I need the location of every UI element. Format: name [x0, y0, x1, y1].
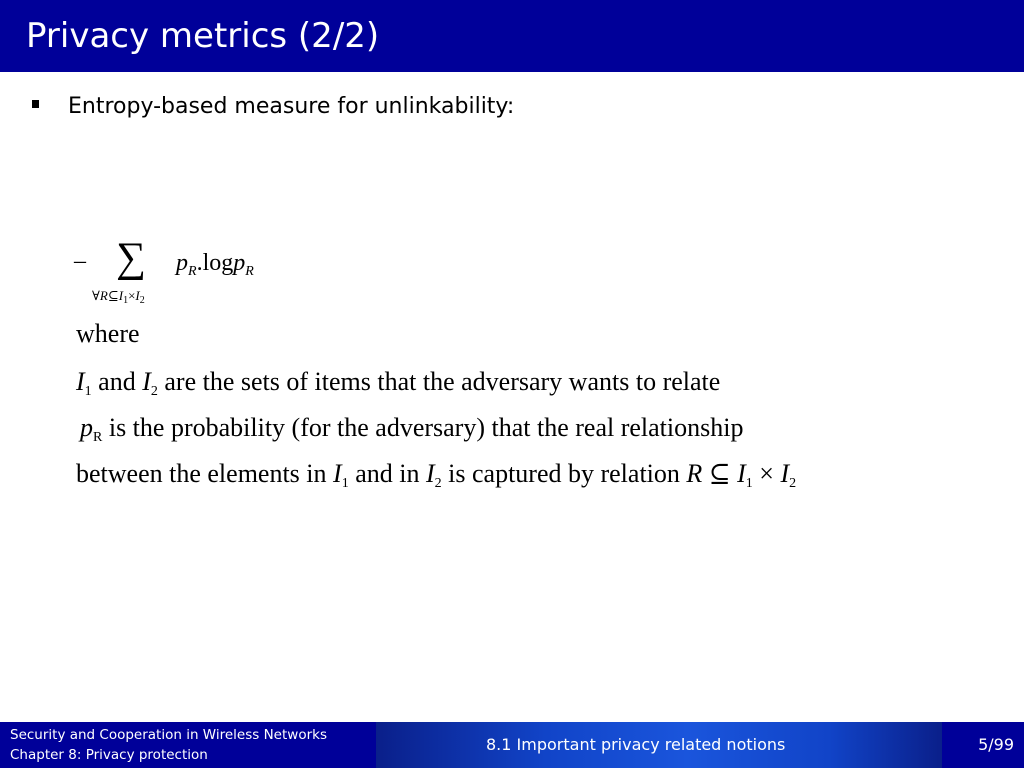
formula-p2-sub: R: [245, 264, 254, 279]
sub-I2: I: [135, 288, 140, 303]
definition-I-line: [76, 366, 720, 408]
times-symbol: ×: [128, 288, 136, 303]
footer-chapter: Chapter 8: Privacy protection: [10, 747, 208, 763]
relation-I1-var: I: [737, 459, 746, 488]
sub-I1: I: [118, 288, 124, 303]
footer-page-box: [942, 722, 1024, 768]
sub-R: R: [99, 288, 108, 303]
slide-title: Privacy metrics (2/2): [26, 16, 380, 56]
subseteq-symbol: ⊆: [107, 288, 119, 303]
p-index: R: [93, 430, 103, 445]
bullet-text: Entropy-based measure for unlinkability:: [68, 94, 515, 119]
formula-p1-sub: R: [188, 264, 197, 279]
forall-symbol: ∀: [92, 288, 100, 303]
footer-section-title: 8.1 Important privacy related notions: [486, 735, 786, 754]
captured-text: is captured by relation: [441, 459, 687, 488]
title-bar: [0, 0, 1024, 72]
relation-I2-var: I: [780, 459, 790, 488]
rel-I1-index: 1: [341, 476, 349, 491]
relation-I2-index: 2: [789, 476, 797, 491]
page-number: 5/99: [978, 735, 1014, 754]
rel-I2-var: I: [425, 459, 435, 488]
relation-times-symbol: ×: [752, 459, 781, 488]
bullet-square-icon: [32, 100, 39, 108]
I2-index: 2: [150, 384, 158, 399]
footer-course-info: [0, 722, 376, 768]
relation-I1-index: 1: [745, 476, 753, 491]
sub-I2-index: 2: [139, 295, 145, 306]
entropy-formula: [72, 235, 332, 310]
relation-subseteq-symbol: ⊆: [702, 459, 738, 488]
formula-minus: –: [74, 248, 86, 274]
definition-p-line: [80, 412, 743, 454]
between-text: between the elements in: [76, 459, 334, 488]
formula-p1: p: [176, 250, 188, 276]
I1-var: I: [76, 367, 85, 396]
and-in-text: and in: [348, 459, 426, 488]
formula-body: [176, 250, 254, 280]
p-definition-text: is the probability (for the adversary) that the real relationship: [102, 413, 744, 442]
I-definition-text: are the sets of items that the adversary wants to relate: [157, 367, 721, 396]
rel-I2-index: 2: [434, 476, 442, 491]
summation-subscript: [92, 288, 145, 306]
relation-line: [76, 458, 796, 500]
formula-p2: p: [233, 250, 246, 276]
I1-index: 1: [84, 384, 92, 399]
where-text: where: [76, 319, 140, 348]
relation-R-var: R: [686, 459, 703, 488]
I2-var: I: [142, 367, 151, 396]
p-var: p: [80, 413, 93, 442]
and-text: and: [91, 367, 143, 396]
formula-log: .log: [196, 250, 234, 276]
rel-I1-var: I: [333, 459, 342, 488]
footer-course-title: Security and Cooperation in Wireless Networks: [10, 727, 327, 743]
sub-I1-index: 1: [123, 295, 129, 306]
summation-symbol: ∑: [116, 235, 146, 281]
footer-section-bar: [376, 722, 942, 768]
